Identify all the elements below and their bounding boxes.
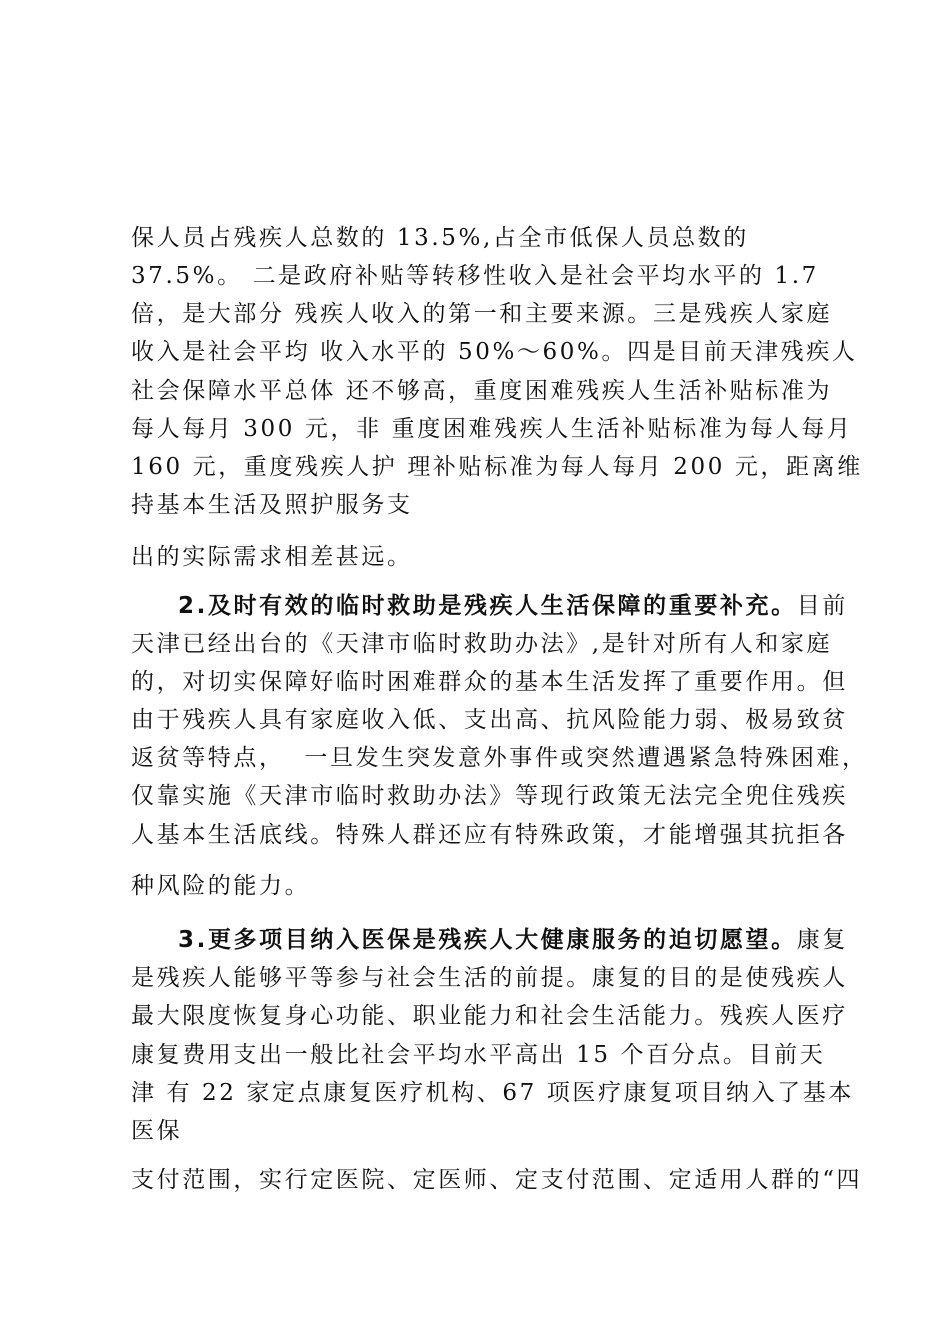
text-line: 的，对切实保障好临时困难群众的基本生活发挥了重要作用。但 (131, 669, 848, 695)
text-line: 每人每月 300 元，非 重度困难残疾人生活补贴标准为每人每月 (131, 416, 853, 442)
text-line: 收入是社会平均 收入水平的 50%～60%。四是目前天津残疾人 (131, 339, 858, 365)
text-line: 37.5%。 二是政府补贴等转移性收入是社会平均水平的 1.7 (131, 263, 819, 289)
text-line: 返贫等特点， 一旦发生突发意外事件或突然遭遇紧急特殊困难， (131, 745, 868, 771)
text-span: 康复 (796, 927, 848, 953)
text-line: 仅靠实施《天津市临时救助办法》等现行政策无法完全兜住残疾 (131, 783, 848, 809)
text-line: 种风险的能力。 (131, 873, 311, 899)
text-line: 康复费用支出一般比社会平均水平高出 15 个百分点。目前天 (131, 1042, 826, 1068)
text-line: 人基本生活底线。特殊人群还应有特殊政策，才能增强其抗拒各 (131, 822, 848, 848)
paragraph-heading: 2.及时有效的临时救助是残疾人生活保障的重要补充。 (178, 593, 797, 619)
text-line: 社会保障水平总体 还不够高，重度困难残疾人生活补贴标准为 (131, 378, 833, 404)
paragraph-heading: 3.更多项目纳入医保是残疾人大健康服务的迫切愿望。 (178, 927, 797, 953)
text-line: 最大限度恢复身心功能、职业能力和社会生活能力。残疾人医疗 (131, 1003, 848, 1029)
text-line: 是残疾人能够平等参与社会生活的前提。康复的目的是使残疾人 (131, 965, 848, 991)
text-line: 医保 (131, 1118, 183, 1144)
text-line: 支付范围，实行定医院、定医师、定支付范围、定适用人群的“四 (131, 1167, 863, 1193)
text-line: 出的实际需求相差甚远。 (131, 544, 413, 570)
text-line: 津 有 22 家定点康复医疗机构、67 项医疗康复项目纳入了基本 (131, 1080, 854, 1106)
text-span: 目前 (796, 593, 848, 619)
text-line: 持基本生活及照护服务支 (131, 492, 413, 518)
text-line: 天津已经出台的《天津市临时救助办法》,是针对所有人和家庭 (131, 631, 833, 657)
paragraph-first-line (178, 591, 848, 621)
text-line: 倍，是大部分 残疾人收入的第一和主要来源。三是残疾人家庭 (131, 301, 833, 327)
text-line: 由于残疾人具有家庭收入低、支出高、抗风险能力弱、极易致贫 (131, 707, 848, 733)
text-line: 160 元，重度残疾人护 理补贴标准为每人每月 200 元，距离维 (131, 454, 863, 480)
text-line: 保人员占残疾人总数的 13.5%,占全市低保人员总数的 (131, 225, 749, 251)
paragraph-first-line (178, 925, 848, 955)
